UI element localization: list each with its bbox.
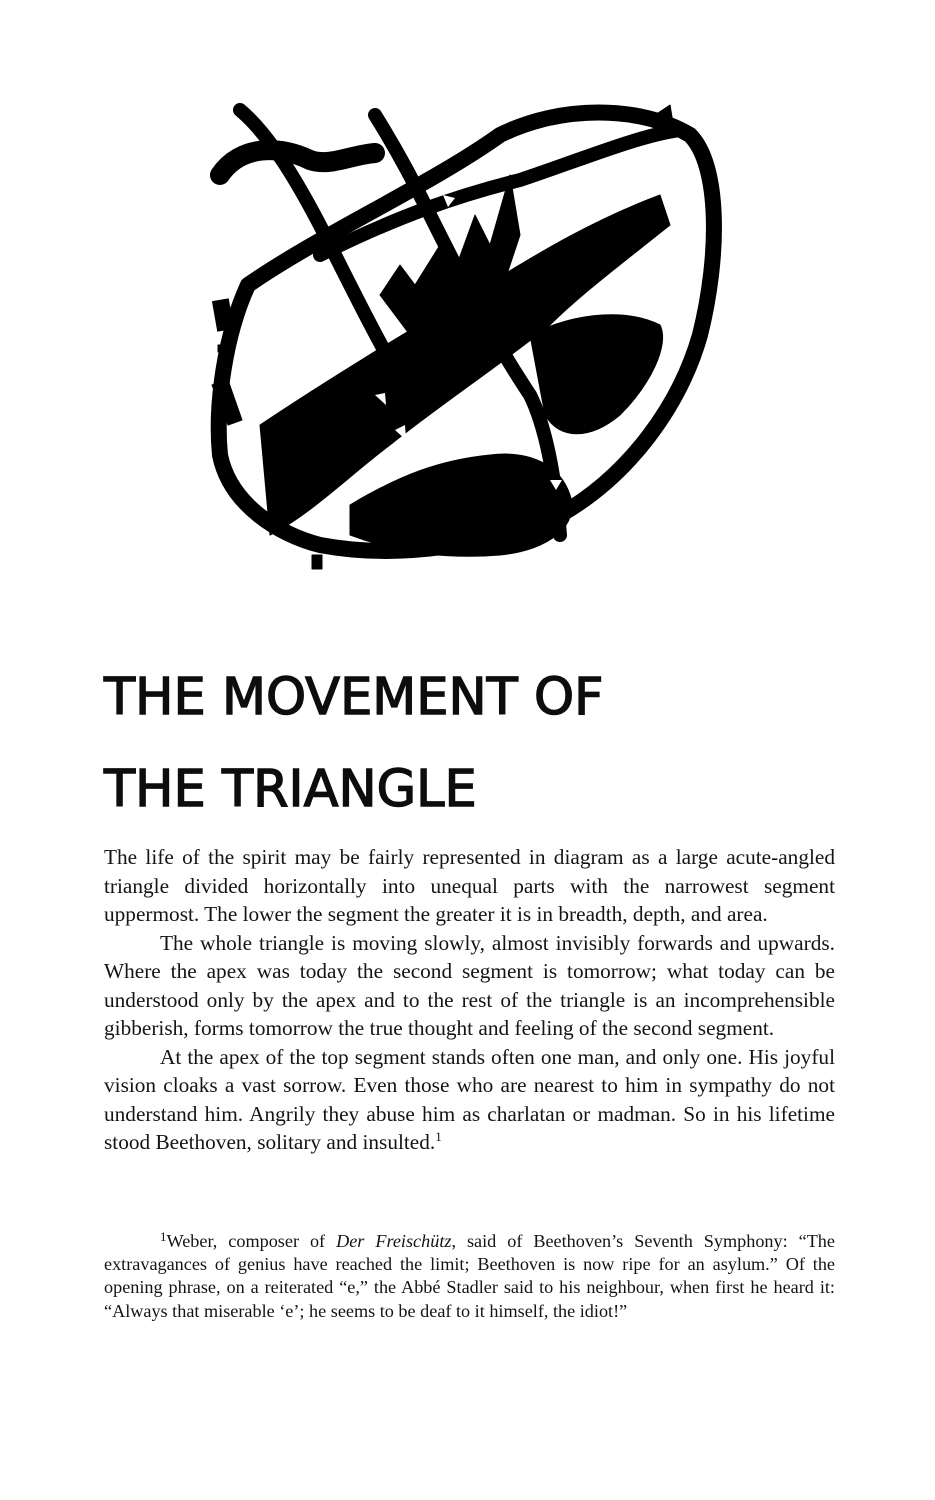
chapter-title: [104, 652, 824, 836]
chapter-title-line-2: THE TRIANGLE: [104, 760, 477, 819]
footnote-mark: 1: [160, 1229, 167, 1244]
paragraph-text: At the apex of the top segment stands often one man, and only one. His joyful vision cloaks a vast sorrow. Even those who are nearest to him in sympathy do not understand him. Angrily they abuse him as charlatan or madman. So in his lifetime stood Beethoven, solitary and insulted.: [104, 1044, 835, 1154]
footnote: [104, 1230, 835, 1323]
chapter-title-line-1: THE MOVEMENT OF: [104, 668, 604, 727]
abstract-woodcut-image: [200, 95, 760, 575]
paragraph-text: The life of the spirit may be fairly represented in diagram as a large acute-angled triangle divided horizontally into unequal parts with the narrowest segment uppermost. The lower the segment the greater it is in breadth, depth, and area.: [104, 845, 835, 926]
paragraph-text: The whole triangle is moving slowly, almost invisibly forwards and upwards. Where the apex was today the second segment is tomorrow; what today can be understood only by the apex and to the rest of the triangle is an incomprehensible gibberish, forms tomorrow the true thought and feeling of the second segment.: [104, 930, 835, 1040]
paragraph-3: [104, 1043, 835, 1157]
footnote-text-start: Weber, composer of: [166, 1231, 337, 1251]
footnote-reference[interactable]: 1: [435, 1129, 442, 1144]
paragraph-1: [104, 843, 835, 929]
paragraph-2: [104, 929, 835, 1043]
footnote-text-rest: , said of Beethoven’s Seventh Symphony: “The extravagances of genius have reached the limit; Beethoven is now ripe for an asylum.” Of the opening phrase, on a reiterated “e,” the Abbé Stadler said to his neighbour, when first he heard it: “Always that miserable ‘e’; he seems to be deaf to it himself, the idiot!”: [104, 1231, 835, 1321]
woodcut-illustration: [200, 95, 760, 575]
footnote-paragraph: [104, 1230, 835, 1323]
body-text: [104, 843, 835, 1157]
footnote-work-title: Der Freischütz: [336, 1231, 452, 1251]
